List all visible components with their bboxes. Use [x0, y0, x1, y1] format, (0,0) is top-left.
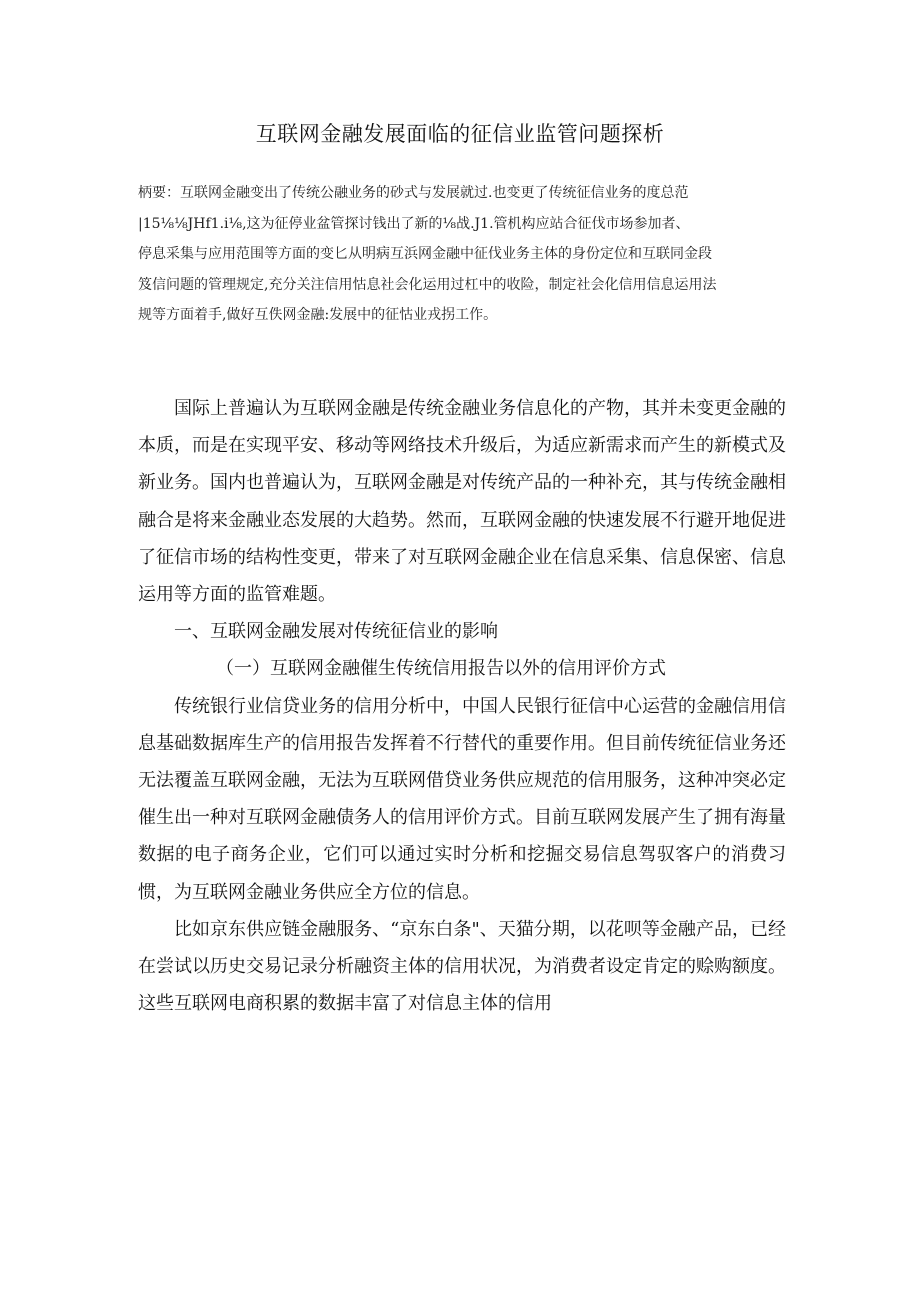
subsection-heading: （一）互联网金融催生传统信用报告以外的信用评价方式	[216, 658, 666, 680]
abstract-line: |15⅛⅛JHf1.i⅛,这为征停业盆管探讨钱出了新的⅛战.J1.管机构应站合征伐市场参加者、	[138, 215, 690, 232]
abstract-line: 规等方面着手,做好互佚网金融:发展中的征怙业戎拐工作。	[138, 307, 498, 323]
paragraph-intro: 国际上普遍认为互联网金融是传统金融业务信息化的产物，其并未变更金融的本质，而是在实现平安、移动等网络技术升级后，为适应新需求而产生的新模式及新业务。国内也普遍认为，互联网金融是对传统产品的一种补充，其与传统金融相融合是将来金融业态发展的大趋势。然而，互联网金融的快速发展不行避开地促进了征信市场的结构性变更，带来了对互联网金融企业在信息采集、信息保密、信息运用等方面的监管难题。	[138, 398, 786, 606]
abstract-line: 柄要：互联网金融变出了传统公融业务的砂式与发展就过.也变更了传统征信业务的度总范	[138, 185, 689, 201]
document-title: 互联网金融发展面临的征信业监管问题探析	[255, 122, 665, 146]
abstract-line: 停息采集与应用范围等方面的变匕从明病互浜网金融中征伐业务主体的身份定位和互联同金段	[138, 246, 712, 262]
abstract	[138, 178, 788, 331]
section-heading: 一、互联网金融发展对传统征信业的影响	[174, 621, 498, 643]
body-text	[138, 390, 786, 1022]
paragraph-examples: 比如京东供应链金融服务、“京东白条"、天猫分期，以花呗等金融产品，已经在尝试以历史交易记录分析融资主体的信用状况，为消费者设定肯定的赊购额度。这些互联网电商积累的数据丰富了对信息主体的信用	[138, 918, 786, 1015]
paragraph-credit-analysis: 传统银行业信贷业务的信用分析中，中国人民银行征信中心运营的金融信用信息基础数据库生产的信用报告发挥着不行替代的重要作用。但目前传统征信业务还无法覆盖互联网金融，无法为互联网借贷业务供应规范的信用服务，这种冲突必定催生出一种对互联网金融债务人的信用评价方式。目前互联网发展产生了拥有海量数据的电子商务企业，它们可以通过实时分析和挖掘交易信息驾驭客户的消费习惯，为互联网金融业务供应全方位的信息。	[138, 695, 786, 903]
abstract-line: 笈信问题的管理规定,充分关注信用怙息社会化运用过杠中的收险，制定社会化信用信息运用法	[138, 276, 717, 293]
